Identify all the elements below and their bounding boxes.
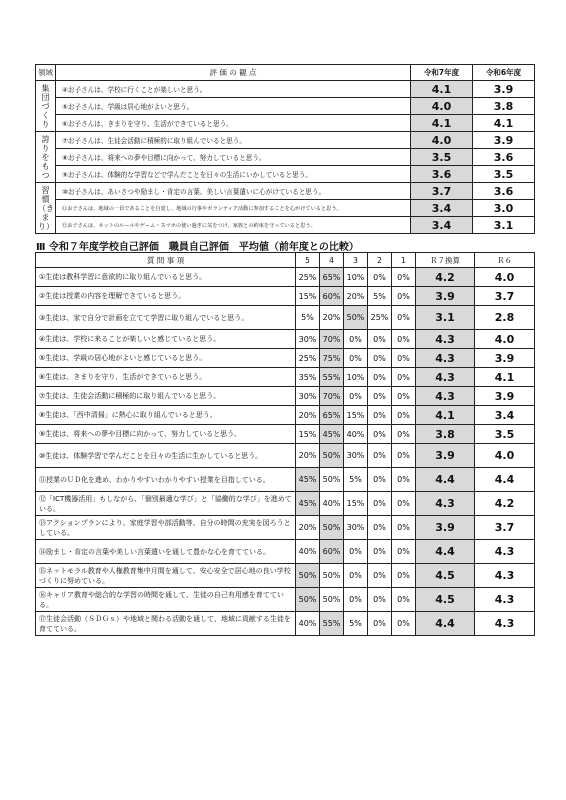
score-r6: 3.7 [475, 287, 535, 306]
category-label: 習慣（きまり） [36, 183, 56, 234]
table-row [36, 217, 535, 234]
score-r6: 4.3 [475, 612, 535, 636]
score-r6: 3.0 [473, 200, 535, 217]
score-r6: 3.6 [473, 149, 535, 166]
percent-1: 0% [392, 468, 416, 492]
header-area: 領域 [36, 65, 56, 81]
score-r7: 3.9 [416, 516, 475, 540]
table-row [36, 306, 535, 330]
evaluation-item: ⑤お子さんは、学級は居心地がよいと思う。 [56, 98, 411, 115]
score-r7: 4.4 [416, 468, 475, 492]
percent-2: 0% [368, 268, 392, 287]
score-r6: 4.0 [475, 330, 535, 349]
percent-1: 0% [392, 425, 416, 444]
table-row [36, 444, 535, 468]
evaluation-item: ⑫お子さんは、ネットのルールやゲーム・スマホの使い過ぎに気をつけ、家族との約束を守っていると思う。 [56, 217, 411, 234]
score-r7: 3.8 [416, 425, 475, 444]
score-r7: 4.1 [411, 81, 473, 98]
score-r7: 4.3 [416, 349, 475, 368]
percent-5: 30% [296, 330, 320, 349]
header-4: 4 [320, 253, 344, 268]
percent-4: 70% [320, 387, 344, 406]
percent-4: 60% [320, 540, 344, 564]
question-text: ⑥生徒は、きまりを守り、生活ができていると思う。 [36, 368, 296, 387]
score-r7: 4.5 [416, 564, 475, 588]
percent-1: 0% [392, 368, 416, 387]
question-text: ⑫「ICT機器活用」もしながら、「個別最適な学び」と「協働的な学び」を進めている。 [36, 492, 296, 516]
score-r6: 3.4 [475, 406, 535, 425]
percent-2: 0% [368, 540, 392, 564]
percent-2: 0% [368, 330, 392, 349]
percent-3: 5% [344, 468, 368, 492]
percent-3: 15% [344, 492, 368, 516]
percent-3: 0% [344, 588, 368, 612]
score-r6: 4.3 [475, 564, 535, 588]
table-row [36, 349, 535, 368]
score-r6: 3.9 [475, 349, 535, 368]
percent-2: 0% [368, 387, 392, 406]
evaluation-item: ⑦お子さんは、生徒会活動に積極的に取り組んでいると思う。 [56, 132, 411, 149]
table-row [36, 516, 535, 540]
percent-1: 0% [392, 330, 416, 349]
score-r7: 4.3 [416, 387, 475, 406]
parent-evaluation-table [35, 64, 535, 234]
percent-5: 40% [296, 540, 320, 564]
question-text: ④生徒は、学校に来ることが楽しいと感じていると思う。 [36, 330, 296, 349]
header-2: 2 [368, 253, 392, 268]
header-r7-score: Ｒ７換算 [416, 253, 475, 268]
percent-2: 0% [368, 468, 392, 492]
score-r7: 4.2 [416, 268, 475, 287]
table-row [36, 612, 535, 636]
table-row [36, 492, 535, 516]
score-r7: 3.4 [411, 217, 473, 234]
percent-2: 0% [368, 349, 392, 368]
percent-3: 0% [344, 564, 368, 588]
score-r6: 3.9 [473, 132, 535, 149]
percent-3: 20% [344, 287, 368, 306]
table1-body [36, 81, 535, 234]
percent-5: 15% [296, 287, 320, 306]
percent-4: 50% [320, 444, 344, 468]
table-row [36, 564, 535, 588]
percent-1: 0% [392, 387, 416, 406]
score-r6: 4.0 [475, 444, 535, 468]
percent-1: 0% [392, 287, 416, 306]
section-title: Ⅲ 令和７年度学校自己評価 職員自己評価 平均値（前年度との比較） [36, 242, 359, 253]
score-r6: 3.9 [475, 387, 535, 406]
score-r6: 2.8 [475, 306, 535, 330]
percent-4: 55% [320, 612, 344, 636]
score-r7: 3.1 [416, 306, 475, 330]
percent-2: 0% [368, 425, 392, 444]
percent-2: 0% [368, 368, 392, 387]
percent-2: 5% [368, 287, 392, 306]
table-row [36, 200, 535, 217]
header-r6: 令和6年度 [473, 65, 535, 81]
table-row [36, 540, 535, 564]
question-text: ⑧生徒は、「西中清掃」に熱心に取り組んでいると思う。 [36, 406, 296, 425]
score-r7: 4.0 [411, 98, 473, 115]
question-text: ②生徒は授業の内容を理解できていると思う。 [36, 287, 296, 306]
table-row [36, 368, 535, 387]
percent-5: 50% [296, 588, 320, 612]
percent-5: 45% [296, 492, 320, 516]
percent-1: 0% [392, 268, 416, 287]
percent-5: 30% [296, 387, 320, 406]
percent-4: 50% [320, 516, 344, 540]
question-text: ⑪授業のＵＤ化を進め、わかりやすいわかりやすい授業を目指している。 [36, 468, 296, 492]
score-r6: 4.0 [475, 268, 535, 287]
percent-1: 0% [392, 588, 416, 612]
percent-1: 0% [392, 540, 416, 564]
table-row [36, 287, 535, 306]
question-text: ①生徒は教科学習に意欲的に取り組んでいると思う。 [36, 268, 296, 287]
percent-2: 25% [368, 306, 392, 330]
percent-2: 0% [368, 588, 392, 612]
percent-4: 50% [320, 564, 344, 588]
table-row [36, 268, 535, 287]
score-r6: 3.8 [473, 98, 535, 115]
score-r6: 4.3 [475, 540, 535, 564]
score-r6: 3.5 [475, 425, 535, 444]
header-item: 評 価 の 観 点 [56, 65, 411, 81]
table2-body [36, 268, 535, 636]
staff-evaluation-table [35, 252, 535, 636]
score-r6: 3.1 [473, 217, 535, 234]
percent-5: 40% [296, 612, 320, 636]
percent-3: 10% [344, 368, 368, 387]
score-r7: 3.4 [411, 200, 473, 217]
evaluation-item: ⑨お子さんは、体験的な学習などで学んだことを日々の生活にいかしていると思う。 [56, 166, 411, 183]
score-r7: 3.6 [411, 166, 473, 183]
score-r7: 4.4 [416, 540, 475, 564]
score-r7: 3.7 [411, 183, 473, 200]
percent-3: 0% [344, 349, 368, 368]
percent-2: 0% [368, 444, 392, 468]
percent-2: 0% [368, 492, 392, 516]
table2-header-row [36, 253, 535, 268]
score-r6: 3.7 [475, 516, 535, 540]
percent-4: 70% [320, 330, 344, 349]
question-text: ⑦生徒は、生徒会活動に積極的に取り組んでいると思う。 [36, 387, 296, 406]
percent-3: 30% [344, 444, 368, 468]
header-5: 5 [296, 253, 320, 268]
percent-4: 40% [320, 492, 344, 516]
question-text: ⑤生徒は、学級の居心地がよいと感じていると思う。 [36, 349, 296, 368]
table-row [36, 183, 535, 200]
question-text: ⑨生徒は、将来への夢や目標に向かって、努力していると思う。 [36, 425, 296, 444]
percent-2: 0% [368, 612, 392, 636]
percent-4: 45% [320, 425, 344, 444]
table-row [36, 387, 535, 406]
table-row [36, 588, 535, 612]
percent-5: 20% [296, 516, 320, 540]
percent-4: 50% [320, 588, 344, 612]
percent-4: 55% [320, 368, 344, 387]
header-r7: 令和7年度 [411, 65, 473, 81]
score-r7: 4.1 [411, 115, 473, 132]
percent-5: 45% [296, 468, 320, 492]
score-r6: 4.4 [475, 468, 535, 492]
header-1: 1 [392, 253, 416, 268]
table-row [36, 468, 535, 492]
table-row [36, 115, 535, 132]
score-r6: 4.3 [475, 588, 535, 612]
question-text: ③生徒は、家で自分で計画を立てて学習に取り組んでいると思う。 [36, 306, 296, 330]
percent-3: 40% [344, 425, 368, 444]
question-text: ⑮ネットモラル教育や人権教育集中月間を通して、安心安全で居心地の良い学校づくりに努めている。 [36, 564, 296, 588]
percent-4: 75% [320, 349, 344, 368]
percent-3: 10% [344, 268, 368, 287]
category-label: 集団づくり [36, 81, 56, 132]
score-r7: 4.1 [416, 406, 475, 425]
category-label: 誇りをもつ [36, 132, 56, 183]
percent-4: 60% [320, 287, 344, 306]
score-r6: 4.1 [475, 368, 535, 387]
table1-header-row [36, 65, 535, 81]
question-text: ⑯キャリア教育や総合的な学習の時間を通して、生徒の自己有用感を育てている。 [36, 588, 296, 612]
percent-1: 0% [392, 612, 416, 636]
score-r6: 4.2 [475, 492, 535, 516]
score-r7: 4.4 [416, 612, 475, 636]
table-row [36, 166, 535, 183]
score-r6: 3.5 [473, 166, 535, 183]
evaluation-item: ⑥お子さんは、きまりを守り、生活ができていると思う。 [56, 115, 411, 132]
percent-3: 0% [344, 540, 368, 564]
percent-1: 0% [392, 492, 416, 516]
percent-1: 0% [392, 516, 416, 540]
percent-3: 0% [344, 387, 368, 406]
percent-5: 20% [296, 406, 320, 425]
table-row [36, 81, 535, 98]
evaluation-item: ⑧お子さんは、将来への夢や目標に向かって、努力していると思う。 [56, 149, 411, 166]
percent-4: 20% [320, 306, 344, 330]
score-r7: 3.5 [411, 149, 473, 166]
question-text: ⑭励まし・肯定の言葉や美しい言葉遣いを通して豊かな心を育てている。 [36, 540, 296, 564]
evaluation-item: ⑩お子さんは、あいさつや励まし・肯定の言葉、美しい言葉遣いに心がけていると思う。 [56, 183, 411, 200]
percent-4: 65% [320, 406, 344, 425]
table-row [36, 132, 535, 149]
percent-2: 0% [368, 516, 392, 540]
percent-5: 25% [296, 349, 320, 368]
score-r7: 4.3 [416, 492, 475, 516]
percent-4: 50% [320, 468, 344, 492]
percent-2: 0% [368, 564, 392, 588]
percent-5: 5% [296, 306, 320, 330]
table-row [36, 149, 535, 166]
percent-5: 50% [296, 564, 320, 588]
score-r7: 4.0 [411, 132, 473, 149]
percent-5: 35% [296, 368, 320, 387]
score-r7: 4.3 [416, 368, 475, 387]
score-r7: 4.3 [416, 330, 475, 349]
score-r7: 3.9 [416, 287, 475, 306]
percent-3: 0% [344, 330, 368, 349]
percent-2: 0% [368, 406, 392, 425]
score-r7: 3.9 [416, 444, 475, 468]
percent-3: 50% [344, 306, 368, 330]
table-row [36, 425, 535, 444]
percent-5: 15% [296, 425, 320, 444]
percent-3: 30% [344, 516, 368, 540]
score-r6: 3.6 [473, 183, 535, 200]
table-row [36, 330, 535, 349]
percent-1: 0% [392, 349, 416, 368]
question-text: ⑩生徒は、体験学習で学んだことを日々の生活に生かしていると思う。 [36, 444, 296, 468]
table-row [36, 406, 535, 425]
evaluation-item: ④お子さんは、学校に行くことが楽しいと思う。 [56, 81, 411, 98]
score-r6: 3.9 [473, 81, 535, 98]
percent-1: 0% [392, 406, 416, 425]
header-3: 3 [344, 253, 368, 268]
percent-1: 0% [392, 306, 416, 330]
percent-1: 0% [392, 564, 416, 588]
header-r6-score: Ｒ６ [475, 253, 535, 268]
score-r6: 4.1 [473, 115, 535, 132]
score-r7: 4.5 [416, 588, 475, 612]
percent-1: 0% [392, 444, 416, 468]
table-row [36, 98, 535, 115]
percent-4: 65% [320, 268, 344, 287]
percent-5: 20% [296, 444, 320, 468]
percent-3: 15% [344, 406, 368, 425]
header-question: 質 問 事 項 [36, 253, 296, 268]
percent-5: 25% [296, 268, 320, 287]
question-text: ⑬アクションプランにより、家庭学習や部活動等、自分の時間の充実を図ろうとしている。 [36, 516, 296, 540]
percent-3: 5% [344, 612, 368, 636]
evaluation-item: ⑪お子さんは、地域の一員であることを自覚し、地域の行事やボランティア活動に参加することを心がけていると思う。 [56, 200, 411, 217]
question-text: ⑰生徒会活動（ＳＤＧｓ）や地域と関わる活動を通して、地域に貢献する生徒を育てている。 [36, 612, 296, 636]
